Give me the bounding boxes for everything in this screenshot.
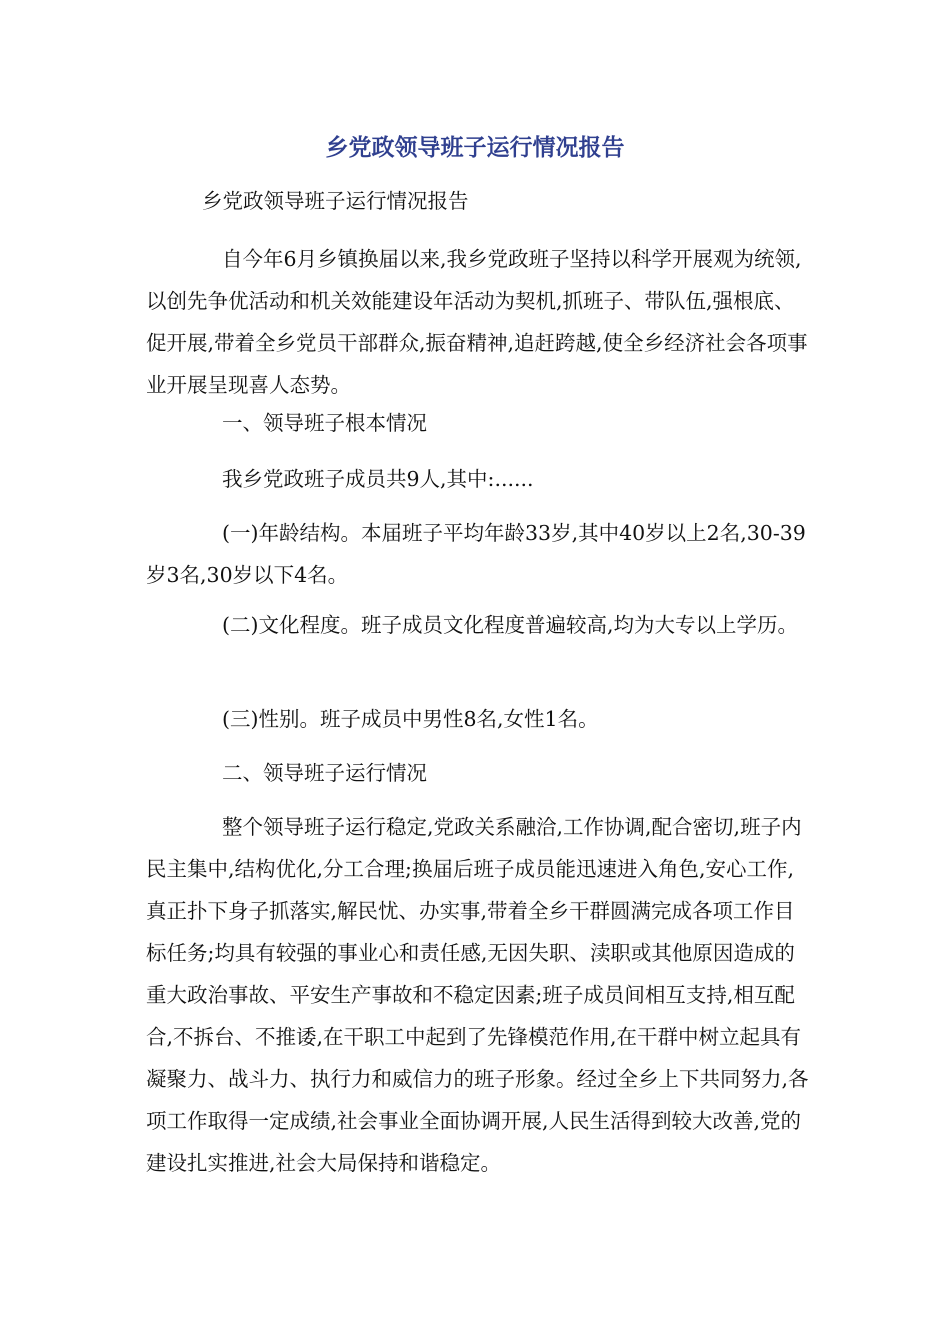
paragraph-operation-details: 整个领导班子运行稳定,党政关系融洽,工作协调,配合密切,班子内民主集中,结构优化,分工合理;换届后班子成员能迅速进入角色,安心工作,真正扑下身子抓落实,解民忧、办实事,带着全乡干群圆满完成各项工作目标任务;均具有较强的事业心和责任感,无因失职、渎职或其他原因造成的重大政治事故、平安生产事故和不稳定因素;班子成员间相互支持,相互配合,不拆台、不推诿,在干职工中起到了先锋模范作用,在干群中树立起具有凝聚力、战斗力、执行力和威信力的班子形象。经过全乡上下共同努力,各项工作取得一定成绩,社会事业全面协调开展,人民生活得到较大改善,党的建设扎实推进,社会大局保持和谐稳定。 bbox=[146, 815, 809, 1175]
page-title: 乡党政领导班子运行情况报告 bbox=[325, 135, 625, 161]
paragraph-intro: 自今年6月乡镇换届以来,我乡党政班子坚持以科学开展观为统领,以创先争优活动和机关效能建设年活动为契机,抓班子、带队伍,强根底、促开展,带着全乡党员干部群众,振奋精神,追赶跨越,使全乡经济社会各项事业开展呈现喜人态势。 bbox=[146, 247, 808, 397]
paragraph-member-count: 我乡党政班子成员共9人,其中:...... bbox=[222, 467, 534, 491]
document-subtitle: 乡党政领导班子运行情况报告 bbox=[202, 189, 469, 213]
section-heading-operation: 二、领导班子运行情况 bbox=[222, 761, 427, 785]
paragraph-education-level: (二)文化程度。班子成员文化程度普遍较高,均为大专以上学历。 bbox=[222, 613, 799, 637]
paragraph-gender: (三)性别。班子成员中男性8名,女性1名。 bbox=[222, 707, 599, 731]
section-heading-basic-situation: 一、领导班子根本情况 bbox=[222, 411, 427, 435]
paragraph-age-structure: (一)年龄结构。本届班子平均年龄33岁,其中40岁以上2名,30-39岁3名,30岁以下4名。 bbox=[146, 521, 806, 587]
